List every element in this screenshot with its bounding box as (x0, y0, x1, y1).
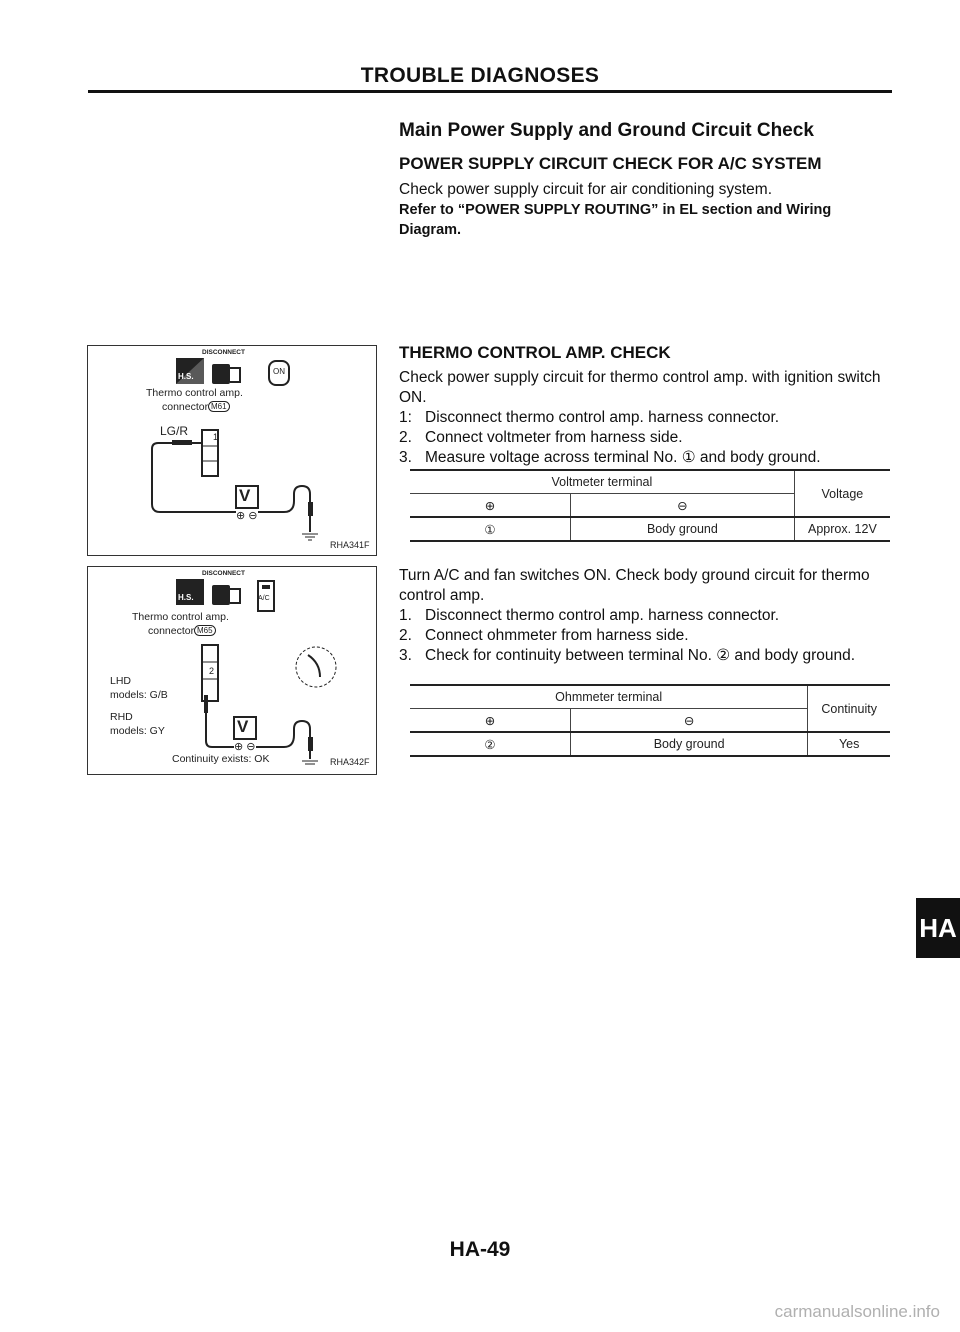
ohmmeter-polarity: ⊕ ⊖ (234, 741, 256, 753)
continuity-table (410, 684, 890, 757)
connector-icon-shape (212, 364, 230, 384)
connector-label-2: connector (162, 401, 209, 413)
page-header-title: TROUBLE DIAGNOSES (360, 64, 600, 87)
rhd-wire: models: GY (110, 725, 165, 737)
connector-label-1: Thermo control amp. (146, 387, 243, 399)
hs-icon: H.S. (178, 372, 194, 381)
table-cell: Approx. 12V (807, 522, 877, 536)
watermark: carmanualsonline.info (774, 1302, 940, 1321)
connector-number: M61 (208, 401, 230, 412)
rhd-label: RHD (110, 711, 133, 723)
step-item: 1. Disconnect thermo control amp. harness connector. (399, 607, 780, 624)
step-item: 2. Connect voltmeter from harness side. (399, 429, 683, 446)
step-item: 3. Check for continuity between terminal No. ② and body ground. (399, 647, 856, 664)
pin-number: 2 (209, 666, 215, 676)
page-number: HA-49 (449, 1238, 511, 1261)
minus-header: ⊖ (571, 709, 808, 733)
plus-header: ⊕ (410, 709, 571, 733)
connector-label-2: connector (148, 625, 195, 637)
fan-switch-shape (296, 647, 336, 687)
ground-check-steps (399, 606, 894, 666)
ground-check-intro: Turn A/C and fan switches ON. Check body ground circuit for thermo control amp. (399, 567, 870, 604)
wire-color: LG/R (160, 424, 189, 438)
figure-continuity-check (87, 566, 377, 775)
connector-label-1: Thermo control amp. (132, 611, 229, 623)
step-item: 3. Measure voltage across terminal No. ① and body ground. (399, 449, 821, 466)
on-icon: ON (273, 367, 285, 376)
section-subtitle: POWER SUPPLY CIRCUIT CHECK FOR A/C SYSTEM (399, 154, 822, 173)
section-refer: Refer to “POWER SUPPLY ROUTING” in EL section and Wiring Diagram. (399, 202, 832, 238)
voltmeter-polarity: ⊕ ⊖ (236, 510, 258, 522)
continuity-header: Continuity (821, 701, 877, 716)
lhd-label: LHD (110, 675, 132, 687)
voltage-check-diagram (88, 346, 376, 555)
hs-icon: H.S. (178, 593, 194, 602)
figure-code: RHA341F (330, 540, 370, 550)
voltage-table (410, 469, 890, 542)
section-tab-ha[interactable]: HA (916, 898, 960, 958)
disconnect-label: DISCONNECT (202, 349, 245, 356)
voltmeter-icon: V (239, 486, 251, 505)
ohmmeter-icon: V (237, 717, 249, 736)
voltage-header: Voltage (821, 486, 864, 501)
section-text: Check power supply circuit for air conditioning system. (399, 181, 773, 198)
header-rule (88, 90, 892, 93)
ohmmeter-terminal-header: Ohmmeter terminal (410, 685, 808, 709)
pin-number: 1 (213, 432, 219, 442)
ac-icon: A/C (258, 595, 270, 602)
table-cell: ② (410, 732, 571, 756)
table-cell: Yes (838, 737, 860, 751)
section-title: Main Power Supply and Ground Circuit Check (399, 120, 814, 141)
table-cell: Body ground (571, 732, 808, 756)
lhd-wire: models: G/B (110, 689, 168, 701)
continuity-note: Continuity exists: OK (172, 753, 270, 765)
connector-number: M65 (194, 625, 216, 636)
step-item: 2. Connect ohmmeter from harness side. (399, 627, 689, 644)
amp-check-intro: Check power supply circuit for thermo control amp. with ignition switch ON. (399, 369, 881, 406)
plus-header: ⊕ (410, 494, 571, 518)
minus-header: ⊖ (571, 494, 795, 518)
amp-check-steps (399, 408, 894, 468)
voltmeter-terminal-header: Voltmeter terminal (410, 470, 794, 494)
disconnect-label: DISCONNECT (202, 570, 245, 577)
step-item: 1: Disconnect thermo control amp. harness connector. (399, 409, 780, 426)
figure-code: RHA342F (330, 757, 370, 767)
table-cell: Body ground (571, 517, 795, 541)
amp-check-title: THERMO CONTROL AMP. CHECK (399, 343, 671, 362)
table-cell: ① (410, 517, 571, 541)
continuity-check-diagram (88, 567, 376, 774)
figure-voltage-check (87, 345, 377, 556)
